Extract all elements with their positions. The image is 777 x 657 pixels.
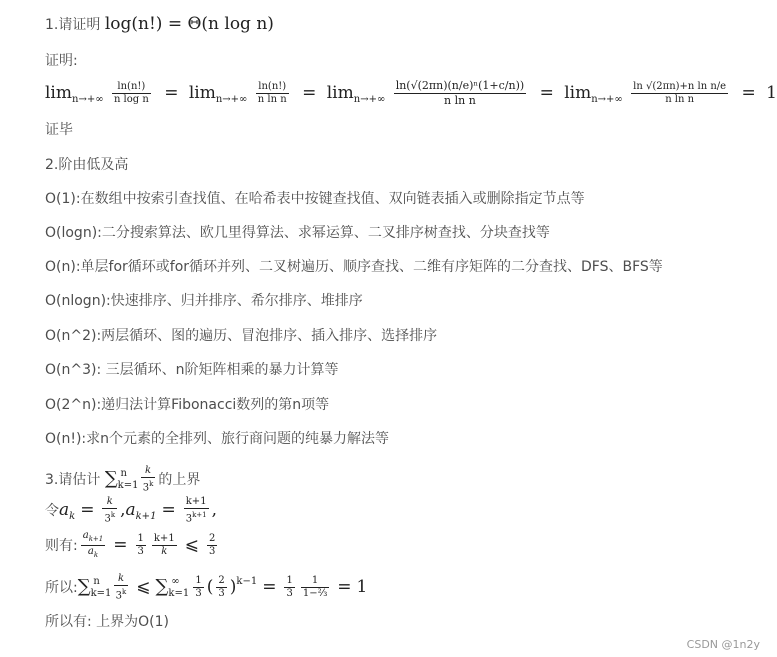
order-item: O(2^n):递归法计算Fibonacci数列的第n项等 [45,397,330,413]
fraction-2: $\frac{\ln(n!)}{\text{n ln n}}$ [257,81,287,105]
sum-expression: $\sum_{k=1}^n$ $\frac{k}{3^k}$ [104,464,154,494]
order-item: O(n):单层for循环或for循环并列、二叉树遍历、顺序查找、二维有序矩阵的二分查找、DFS、BFS等 [45,259,663,275]
so-formula: $\sum_{k=1}^n$ $\frac{k}{3^k}$ ⩽ $\sum_{k=1}^\infty$ $\frac{1}{3}$ ( $\frac{2}{3}$ )$^{k-1}$ = $\frac{1}{3}$ $\frac{1}{\text{1−⅔}}$ = 1 [77,572,368,602]
limit-1: $\lim_{n\to+\infty}$ [45,83,104,105]
question-3-suffix: 的上界 [158,472,201,488]
limit-3: $\lim_{n\to+\infty}$ [326,83,386,105]
then-formula: $\frac{a_{k+1}}{a_k}$ = $\frac{1}{3}$ $\frac{k+1}{k}$ ⩽ $\frac{2}{3}$ [82,530,216,559]
limit-2: $\lim_{n\to+\infty}$ [188,83,248,105]
so-label: 所以: [45,580,78,596]
order-item: O(logn):二分搜索算法、欧几里得算法、求幂运算、二叉排序树查找、分块查找等 [45,225,550,241]
proof-label: 证明: [45,53,78,69]
let-label: 令 [45,503,59,519]
question-1-prefix: 1.请证明 [45,17,105,33]
order-item: O(n^2):两层循环、图的遍历、冒泡排序、插入排序、选择排序 [45,328,438,344]
fraction-1: $\frac{\ln(n!)}{\text{n log n}}$ [113,81,149,105]
question-3-prefix: 3.请估计 [45,472,105,488]
then-line [45,530,220,561]
so-line [45,566,367,610]
let-line [45,495,217,532]
proof-equation: $\lim_{n\to+\infty}$ $\frac{\ln(n!)}{\text{n log n}}$ = $\lim_{n\to+\infty}$ $\frac{\ln(n!)}{\text{n ln n}}$ = $\lim_{n\to+\infty}$ $\frac{\text{ln(√(2πn)(n/e)ⁿ(1+c/n))}}{\text{n ln n}}$ = $\lim_{n\to+\infty}$ $\frac{\text{ln √(2πn)+n ln n/e}}{\text{n ln n}}$ = 1 [45,76,777,117]
question-2-title: 2.阶由低及高 [45,157,129,173]
order-item: O(n!):求n个元素的全排列、旅行商问题的纯暴力解法等 [45,431,390,447]
then-label: 则有: [45,538,78,554]
question-1-formula: log(n!) = Θ(n log n) [104,14,274,34]
conclusion: 所以有: 上界为O(1) [45,614,170,630]
order-item: O(nlogn):快速排序、归并排序、希尔排序、堆排序 [45,293,363,309]
order-item: O(1):在数组中按索引查找值、在哈希表中按键查找值、双向链表插入或删除指定节点等 [45,191,585,207]
proof-result: 1 [766,83,777,103]
watermark: CSDN @1n2y [686,638,760,651]
fraction-3: $\frac{\text{ln(√(2πn)(n/e)ⁿ(1+c/n))}}{\text{n ln n}}$ [395,79,525,107]
limit-4: $\lim_{n\to+\infty}$ [564,83,623,105]
proof-end: 证毕 [45,122,73,138]
fraction-4: $\frac{\text{ln √(2πn)+n ln n/e}}{\text{n ln n}}$ [633,81,727,105]
question-1 [45,14,274,35]
let-formula: $a_k$ = $\frac{k}{3^k}$ $,a_{k+1}$ = $\frac{k+1}{3^{k+1}}$ , [59,495,218,525]
order-item: O(n^3): 三层循环、n阶矩阵相乘的暴力计算等 [45,362,339,378]
